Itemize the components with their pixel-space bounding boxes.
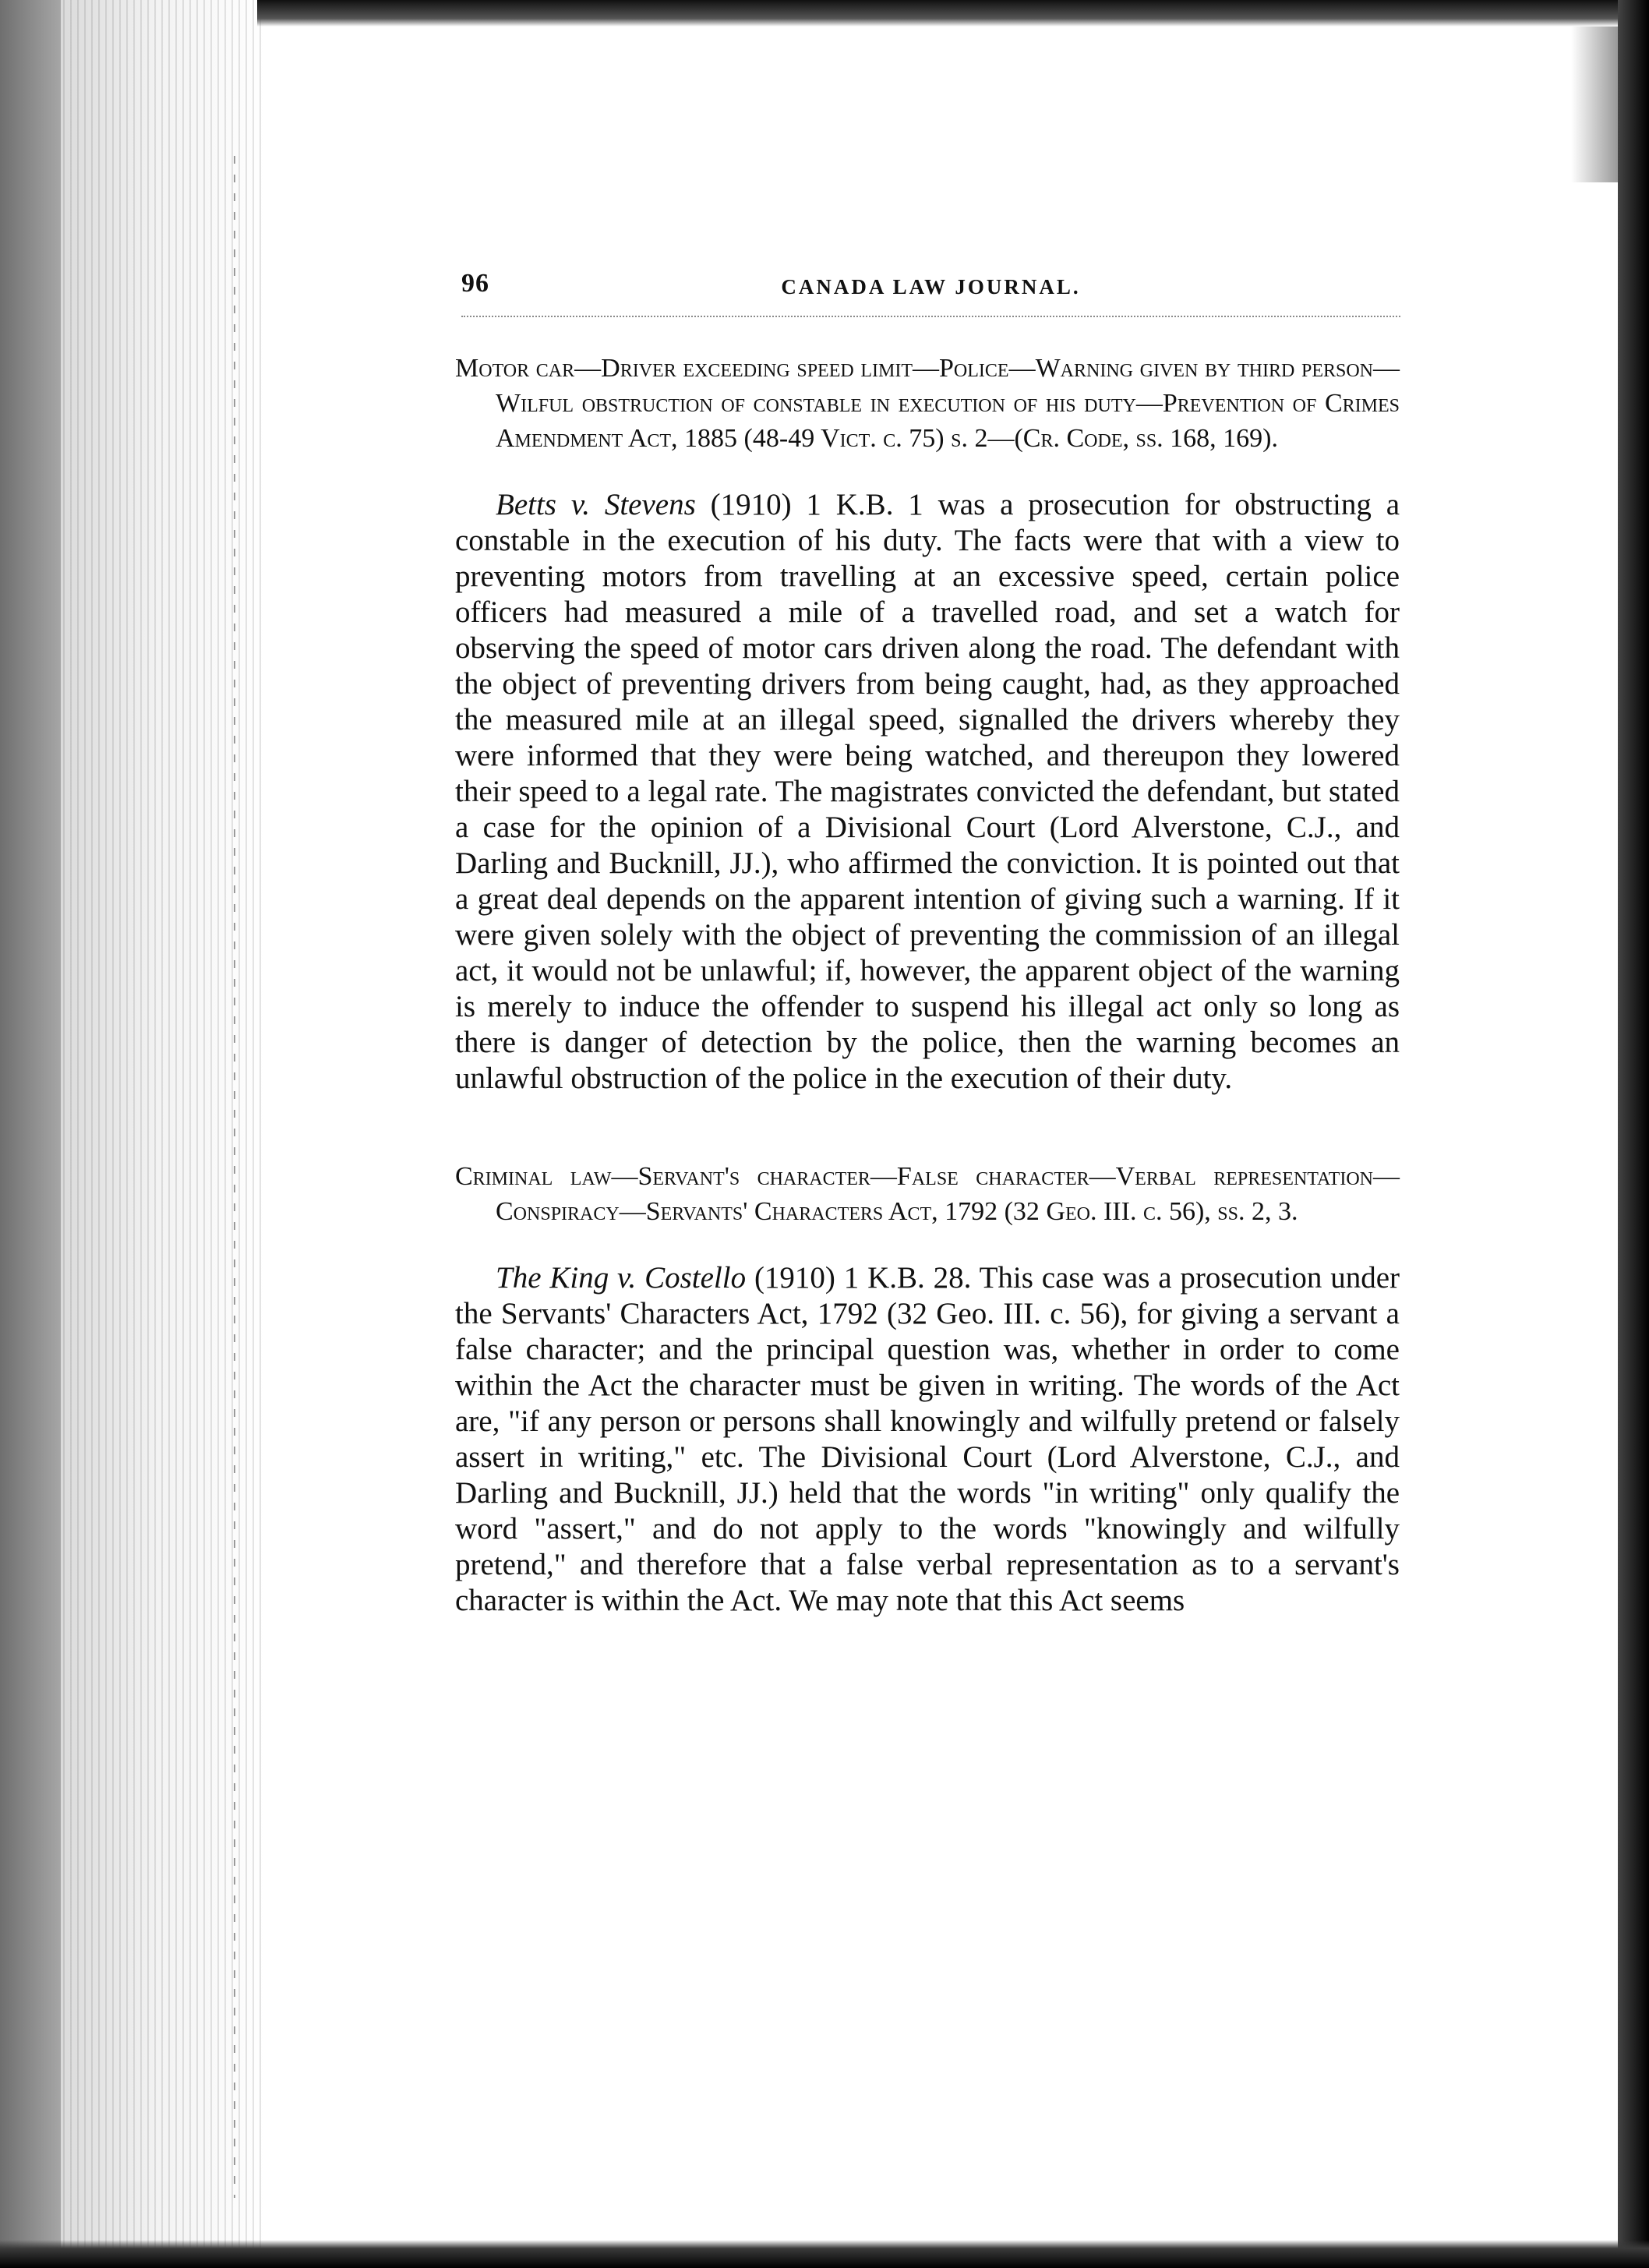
scan-gutter-line bbox=[234, 156, 235, 2198]
case-name-costello: The King v. Costello bbox=[496, 1261, 747, 1295]
case-paragraph-betts bbox=[455, 487, 1400, 1097]
scan-binding-shadow bbox=[0, 0, 61, 2268]
case-name-betts: Betts v. Stevens bbox=[496, 488, 696, 521]
running-header bbox=[461, 269, 1400, 308]
headnote-criminal-law: Criminal law—Servant's character—False character—Verbal representation—Conspiracy—Servants' Characters Act, 1792 (32 Geo. III. c. 56), ss. 2, 3. bbox=[455, 1162, 1400, 1226]
scan-corner-shade bbox=[1571, 26, 1618, 182]
headnote-motor-car: Motor car—Driver exceeding speed limit—Police—Warning given by third person—Wilful obstruction of constable in execution of his duty—Prevention of Crimes Amendment Act, 1885 (48-49 Vict. c. 75) s. 2—(Cr. Code, ss. 168, 169). bbox=[455, 354, 1400, 453]
scan-top-edge bbox=[257, 0, 1618, 26]
page-number: 96 bbox=[461, 269, 489, 298]
scan-right-edge bbox=[1618, 0, 1649, 2268]
page-body bbox=[455, 351, 1400, 1619]
journal-title: CANADA LAW JOURNAL. bbox=[781, 275, 1081, 299]
scan-bottom-edge bbox=[0, 2240, 1649, 2268]
case-paragraph-costello bbox=[455, 1260, 1400, 1619]
case-text-betts: (1910) 1 K.B. 1 was a prosecution for obstructing a constable in the execution of his duty. The facts were that with a view to preventing motors from travelling at an excessive speed, certain police officers had measured a mile of a travelled road, and set a watch for observing the speed of motor cars driven along the road. The defendant with the object of preventing drivers from being caught, had, as they approached the measured mile at an illegal speed, signalled the drivers whereby they were informed that they were being watched, and thereupon they lowered their speed to a legal rate. The magistrates convicted the defendant, but stated a case for the opinion of a Divisional Court (Lord Alverstone, C.J., and Darling and Bucknill, JJ.), who affirmed the conviction. It is pointed out that a great deal depends on the apparent intention of giving such a warning. If it were given solely with the object of preventing the commission of an illegal act, it would not be unlawful; if, however, the apparent object of the warning is merely to induce the offender to suspend his illegal act only so long as there is danger of detection by the police, then the warning becomes an unlawful obstruction of the police in the execution of their duty. bbox=[455, 488, 1400, 1095]
case-text-costello: (1910) 1 K.B. 28. This case was a prosecution under the Servants' Characters Act, 1792 (32 Geo. III. c. 56), for giving a servant a false character; and the principal question was, whether in order to come within the Act the character must be given in writing. The words of the Act are, "if any person or persons shall knowingly and wilfully pretend or falsely assert in writing," etc. The Divisional Court (Lord Alverstone, C.J., and Darling and Bucknill, JJ.) held that the words "in writing" only qualify the word "assert," and do not apply to the words "knowingly and wilfully pretend," and therefore that a false verbal representation as to a servant's character is within the Act. We may note that this Act seems bbox=[455, 1261, 1400, 1617]
header-rule bbox=[461, 316, 1400, 317]
